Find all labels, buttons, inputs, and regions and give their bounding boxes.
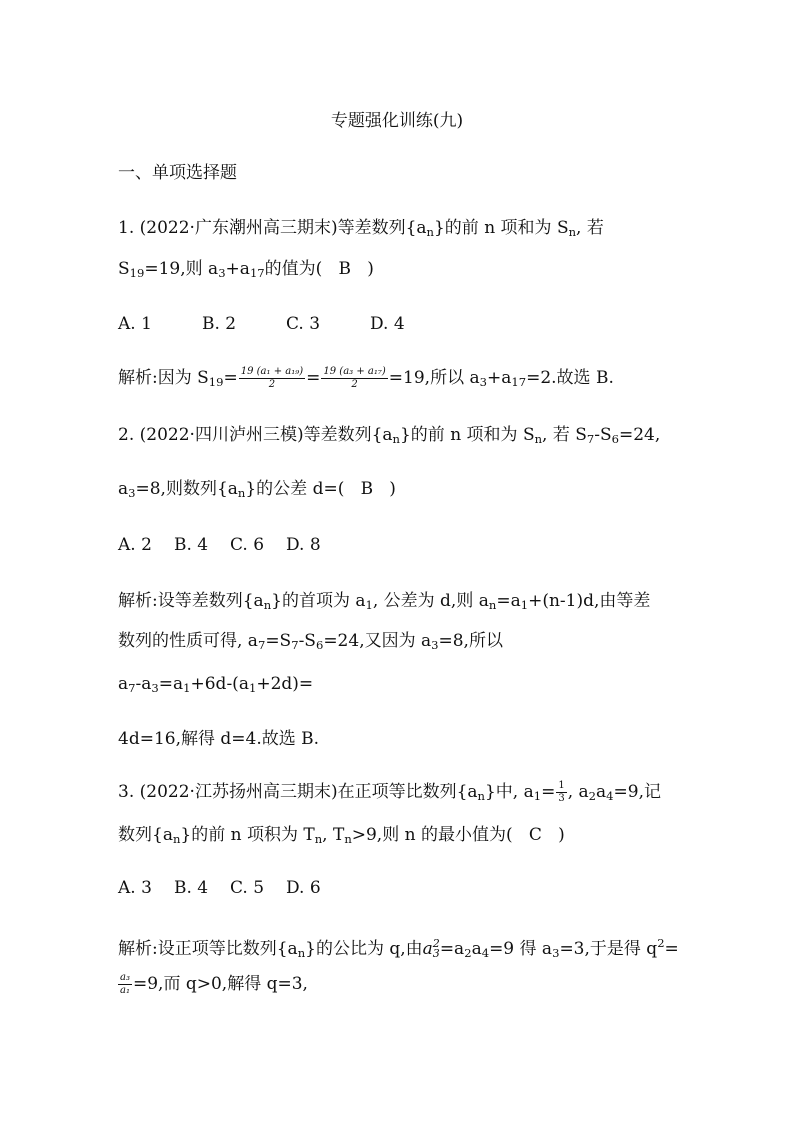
q2-options <box>118 534 321 556</box>
q1-option-d[interactable]: D. 4 <box>370 314 405 334</box>
q2-solution-line2: 数列的性质可得, $a_7=S_7-S_6=24$,又因为 $a_3=8$,所以 <box>118 631 503 652</box>
q1-stem-line1: 1. (2022·广东潮州高三期末)等差数列$\{a_n\}$的前 n 项和为 $S_n$, 若 <box>118 218 604 239</box>
q3-option-b[interactable]: B. 4 <box>174 878 209 898</box>
q2-solution-line4: 4d=16,解得 d=4.故选 B. <box>118 729 320 749</box>
q2-solution-line3: $a_7-a_3=a_1+6d-(a_1+2d)=$ <box>118 674 314 695</box>
q3-fraction-one-third: $\frac{1}{3}$ <box>558 780 565 804</box>
q1-option-c[interactable]: C. 3 <box>286 314 321 334</box>
q3-fraction-a3-over-a1: $\frac{\text{a₃}}{\text{a₁}}$ <box>120 972 130 996</box>
page-title: 专题强化训练(九) <box>330 111 464 131</box>
q3-stem-line2: 数列$\{a_n\}$的前 n 项积为 $T_n$, $T_n>9$,则 n 的最小值为( C ) <box>118 825 565 846</box>
q2-solution-line1: 解析:设等差数列$\{a_n\}$的首项为 $a_1$, 公差为 d,则 $a_n=a_1+(n-1)d$,由等差 <box>118 591 651 612</box>
q1-stem-line2: $S_{19}=19$,则 $a_3+a_{17}$的值为( B ) <box>118 259 374 280</box>
q3-options <box>118 877 321 899</box>
q1-options <box>118 313 405 335</box>
q1-fraction-2: $\frac{\text{19 (a₃ + a₁₇)}}{2}$ <box>323 366 386 390</box>
q2-option-a[interactable]: A. 2 <box>118 535 152 555</box>
q3-option-d[interactable]: D. 6 <box>286 878 321 898</box>
q3-stem-line1: 3. (2022·江苏扬州高三期末)在正项等比数列$\{a_n\}$中, $a_1=$ $\frac{1}{3}$ , $a_2a_4=9$,记 <box>118 780 661 804</box>
q2-option-d[interactable]: D. 8 <box>286 535 321 555</box>
q3-solution-line2: $\frac{\text{a₃}}{\text{a₁}}$ =9,而 q>0,解得 q=3, <box>120 972 308 996</box>
q3-answer: C <box>528 825 542 845</box>
q3-solution-line1: 解析:设正项等比数列$\{a_n\}$的公比为 q,由a 2 3 $=a_2a_4=9$ 得 $a_3=3$,于是得 $q^2=$ <box>118 936 679 961</box>
q3-option-c[interactable]: C. 5 <box>230 878 265 898</box>
q2-answer: B <box>360 479 374 499</box>
q2-option-b[interactable]: B. 4 <box>174 535 209 555</box>
q1-solution: 解析:因为 $S_{19}=$ $\frac{\text{19 (a₁ + a₁₉)}}{2}$ = $\frac{\text{19 (a₃ + a₁₇)}}{2}$ =19,所以 $a_3+a_{17}=2$.故选 B. <box>118 366 614 390</box>
q2-option-c[interactable]: C. 6 <box>230 535 265 555</box>
q3-option-a[interactable]: A. 3 <box>118 878 152 898</box>
q1-fraction-1: $\frac{\text{19 (a₁ + a₁₉)}}{2}$ <box>240 366 304 390</box>
q1-option-a[interactable]: A. 1 <box>118 314 152 334</box>
q1-answer: B <box>338 259 351 279</box>
section-heading: 一、单项选择题 <box>118 163 237 183</box>
q2-stem-line2: $a_3=8$,则数列$\{a_n\}$的公差 d=( B ) <box>118 479 396 500</box>
q2-stem-line1: 2. (2022·四川泸州三模)等差数列$\{a_n\}$的前 n 项和为 $S_n$, 若 $S_7-S_6=24$, <box>118 425 661 446</box>
q1-option-b[interactable]: B. 2 <box>202 314 237 334</box>
